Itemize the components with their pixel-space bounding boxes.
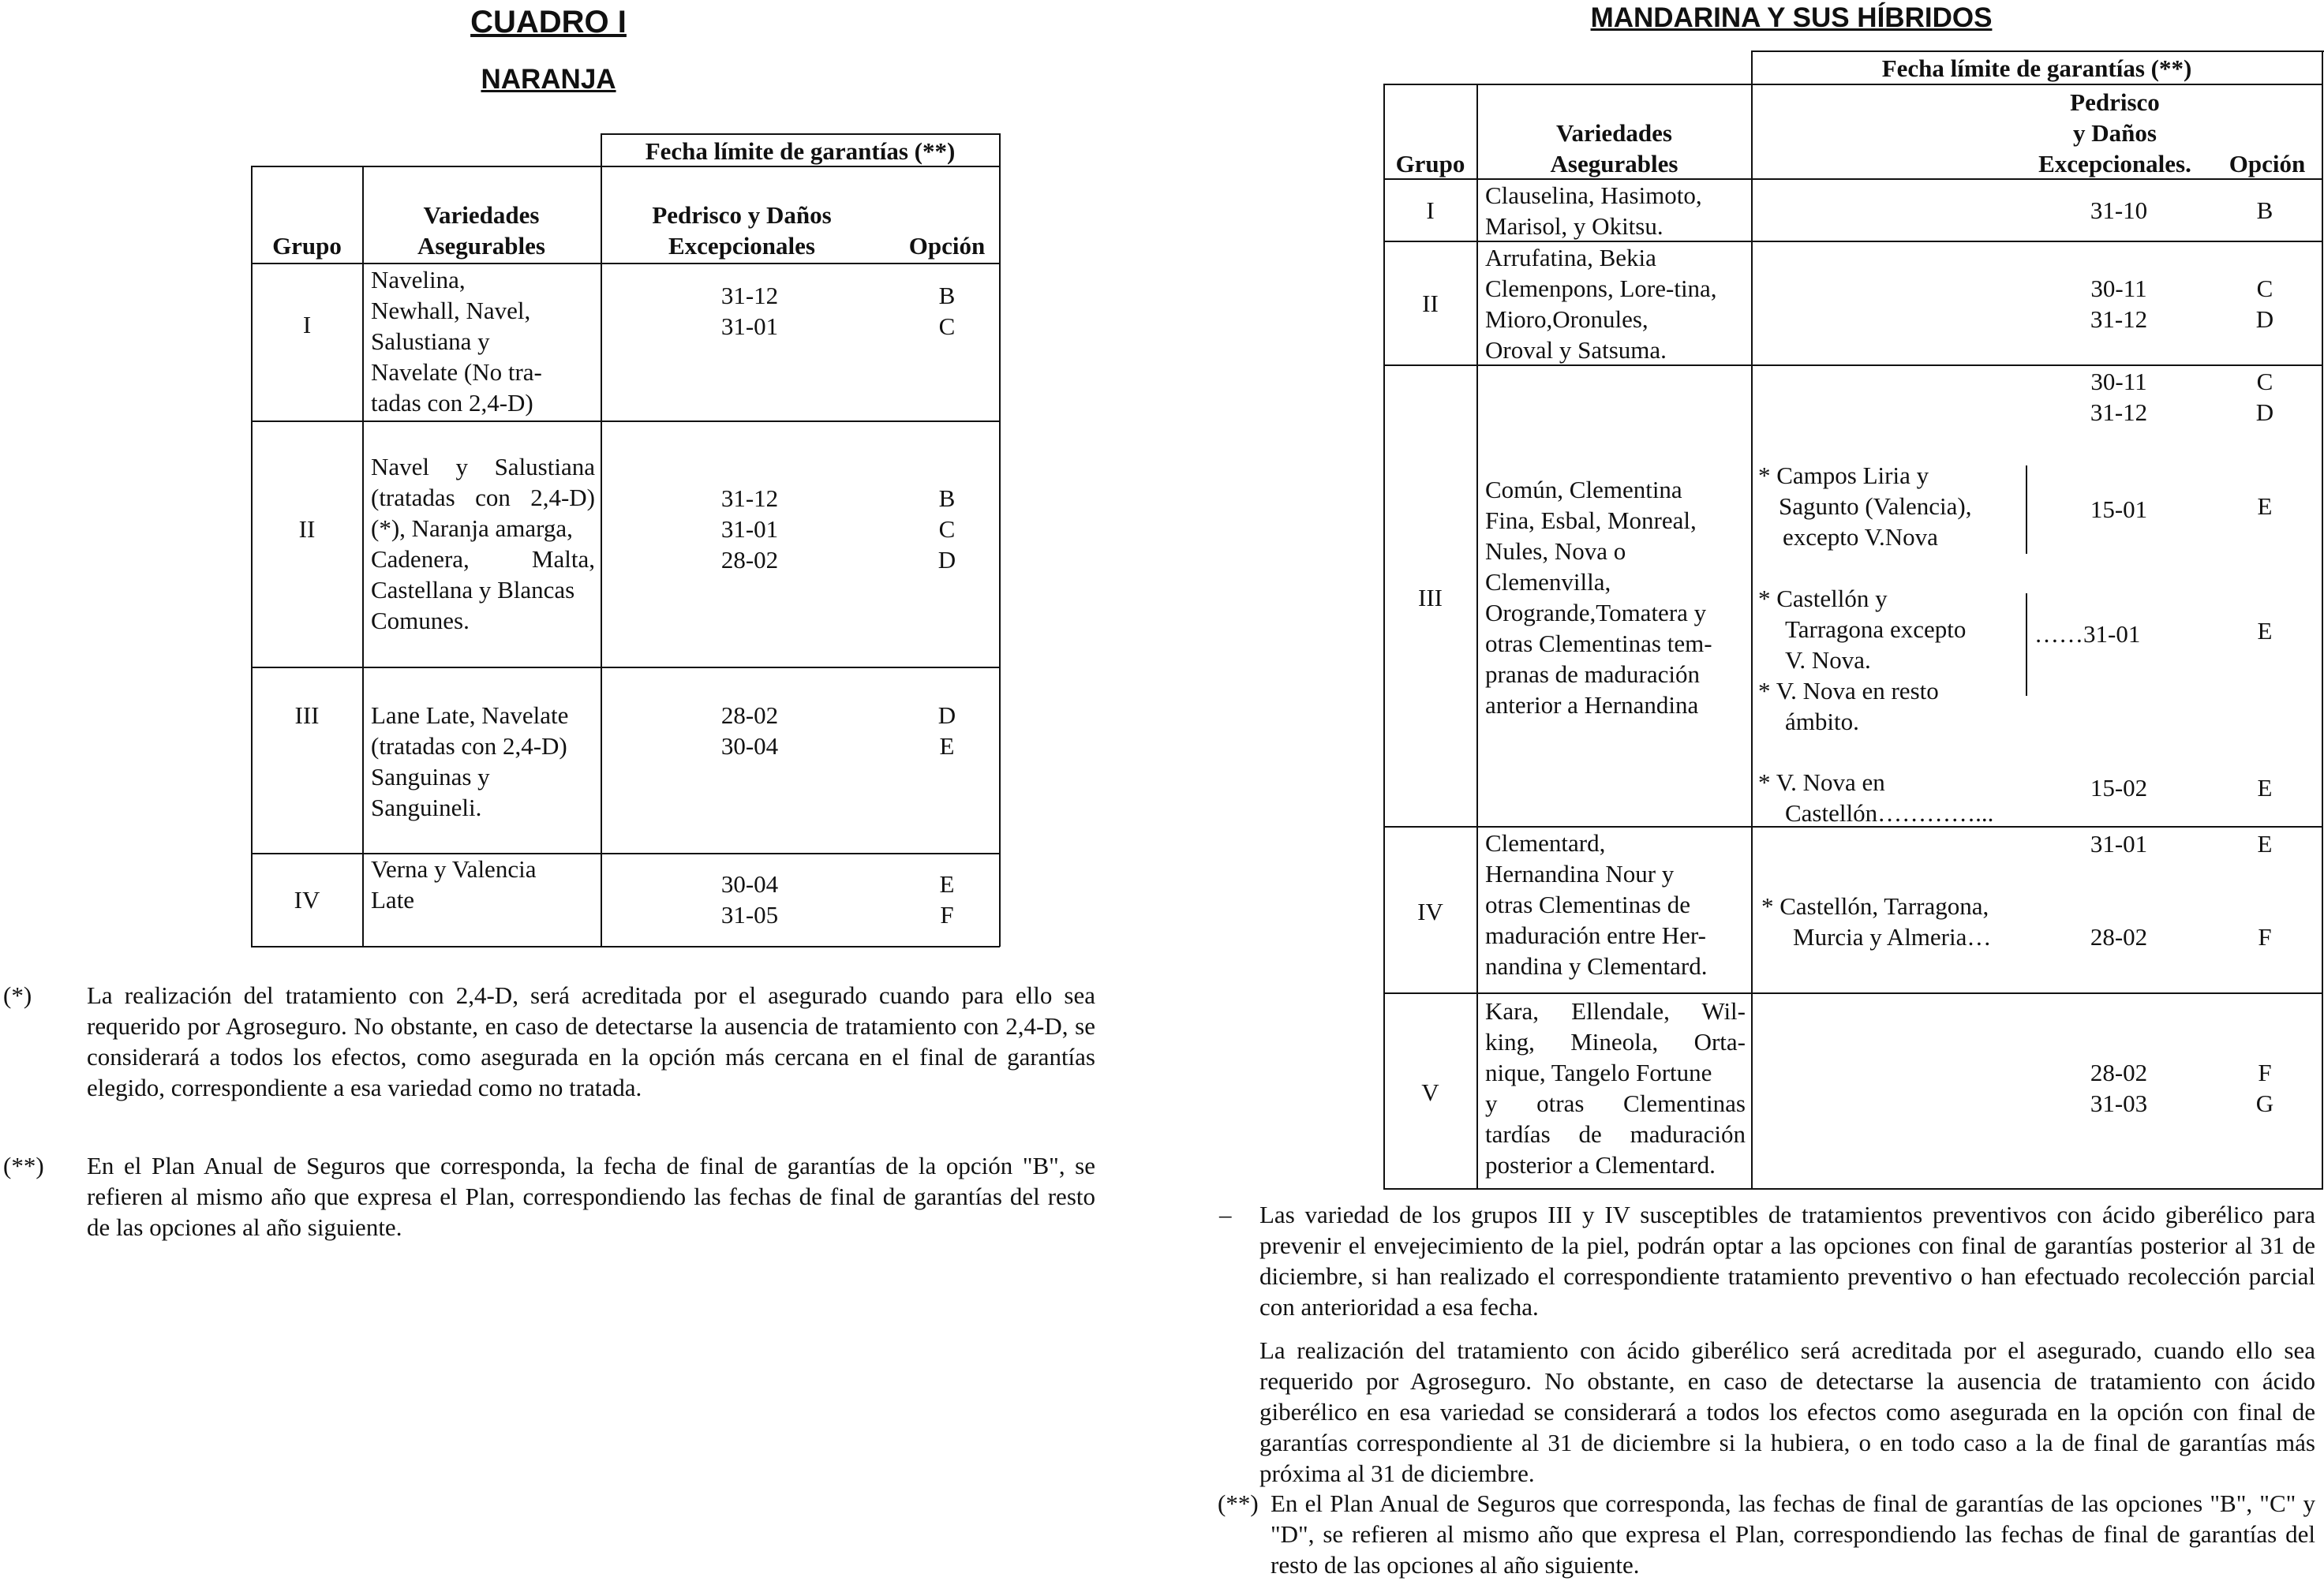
ambito-line: Sagunto (Valencia), — [1779, 492, 1972, 520]
fecha-cell: 28-02 — [2090, 923, 2148, 951]
variedad-line: Arrufatina, Bekia — [1485, 244, 1656, 271]
variedad-line: posterior a Clementard. — [1485, 1151, 1716, 1179]
ambito-line: excepto V.Nova — [1783, 523, 1938, 551]
variedad-line: Navelate (No tra- — [371, 358, 542, 386]
variedad-line: Marisol, y Okitsu. — [1485, 212, 1663, 240]
variedad-line: y otras Clementinas — [1485, 1090, 1746, 1117]
fecha-cell: 31-10 — [2090, 196, 2148, 224]
ambito-line: Castellón…………... — [1785, 799, 1994, 827]
fecha-cell: 30-04 — [720, 870, 779, 898]
grupo-cell: I — [302, 311, 312, 338]
variedad-line: Oroval y Satsuma. — [1485, 336, 1667, 364]
grupo-cell: III — [1418, 584, 1443, 611]
variedad-line: Clemenvilla, — [1485, 568, 1611, 596]
variedad-line: Salustiana y — [371, 327, 490, 355]
fecha-cell: 30-11 — [2090, 275, 2147, 302]
variedades-header: Asegurables — [1550, 150, 1678, 178]
variedad-line: Sanguineli. — [371, 794, 482, 821]
fecha-cell: 31-12 — [2090, 398, 2148, 426]
opcion-cell: F — [2258, 923, 2272, 951]
variedad-line: Verna y Valencia — [371, 855, 537, 883]
opcion-cell: C — [2256, 275, 2273, 302]
grupo-cell: IV — [294, 886, 320, 914]
pedrisco-header: y Daños — [2073, 119, 2157, 147]
fecha-cell: 31-12 — [720, 484, 779, 512]
cuadro-title: CUADRO I — [470, 5, 627, 39]
variedad-line: anterior a Hernandina — [1485, 691, 1699, 719]
fecha-cell: 15-01 — [2090, 495, 2148, 523]
opcion-cell: E — [2257, 830, 2273, 858]
variedad-line: tardías de maduración — [1485, 1120, 1746, 1148]
opcion-cell: C — [2256, 368, 2273, 395]
fecha-cell: 31-05 — [720, 901, 779, 929]
opcion-cell: B — [2256, 196, 2273, 224]
opcion-cell: G — [2255, 1090, 2274, 1117]
variedad-line: (*), Naranja amarga, — [371, 514, 573, 542]
naranja-title: NARANJA — [481, 64, 616, 95]
variedades-header: Asegurables — [417, 232, 545, 260]
variedad-line: Orogrande,Tomatera y — [1485, 599, 1707, 626]
variedad-line: Hernandina Nour y — [1485, 860, 1675, 888]
variedad-line: Late — [371, 886, 415, 914]
ambito-line: * V. Nova en — [1758, 768, 1885, 796]
pedrisco-header: Pedrisco — [2070, 88, 2160, 116]
ambito-line: * V. Nova en resto — [1758, 677, 1939, 705]
variedad-line: maduración entre Her- — [1485, 921, 1706, 949]
pedrisco-header: Excepcionales — [668, 232, 815, 260]
mandarina-title: MANDARINA Y SUS HÍBRIDOS — [1590, 2, 1993, 33]
variedad-line: Sanguinas y — [371, 763, 490, 790]
fecha-cell: 28-02 — [720, 701, 779, 729]
ambito-line: * Castellón, Tarragona, — [1761, 892, 1989, 920]
variedades-header: Variedades — [1556, 119, 1672, 147]
variedad-line: Navel y Salustiana — [371, 453, 595, 480]
fecha-limite-header: Fecha límite de garantías (**) — [645, 137, 956, 165]
variedad-line: Fina, Esbal, Monreal, — [1485, 506, 1697, 534]
opcion-cell: C — [938, 515, 956, 543]
variedad-line: otras Clementinas tem- — [1485, 630, 1712, 657]
footnote-text: Las variedad de los grupos III y IV susceptibles de tratamientos preventivos con ácido giberélico para prevenir el envejecimiento de la piel, podrán optar a las opciones con final de garantías posterior al 31 de diciembre, si han realizado el correspondiente tratamiento preventivo o han efectuado recolección parcial con anterioridad a esa fecha. — [1259, 1201, 2315, 1321]
variedad-line: Común, Clementina — [1485, 476, 1682, 503]
ambito-line: ámbito. — [1785, 708, 1859, 735]
opcion-cell: D — [2255, 305, 2274, 333]
opcion-cell: C — [938, 312, 956, 340]
variedad-line: Kara, Ellendale, Wil- — [1485, 997, 1746, 1025]
opcion-cell: D — [937, 701, 956, 729]
opcion-cell: B — [938, 282, 956, 309]
grupo-cell: II — [298, 515, 316, 543]
opcion-cell: D — [2255, 398, 2274, 426]
variedad-line: otras Clementinas de — [1485, 891, 1690, 918]
fecha-cell: 31-12 — [720, 282, 779, 309]
opcion-cell: E — [2257, 492, 2273, 520]
variedad-line: Lane Late, Navelate — [371, 701, 569, 729]
variedad-line: Newhall, Navel, — [371, 297, 531, 324]
variedad-line: Navelina, — [371, 266, 466, 293]
footnote-mark: (**) — [1218, 1489, 1259, 1517]
fecha-cell: 15-02 — [2090, 774, 2148, 802]
variedad-line: Clemenpons, Lore-tina, — [1485, 275, 1717, 302]
ambito-line: Murcia y Almeria… — [1793, 923, 1992, 951]
opcion-cell: E — [2257, 617, 2273, 645]
ambito-line: * Campos Liria y — [1758, 462, 1929, 489]
variedad-line: Clauselina, Hasimoto, — [1485, 181, 1702, 209]
fecha-cell: ……31-01 — [2034, 620, 2141, 648]
opcion-cell: F — [940, 901, 954, 929]
variedades-header: Variedades — [423, 201, 540, 229]
ambito-line: * Castellón y — [1758, 585, 1888, 612]
fecha-cell: 31-01 — [720, 515, 779, 543]
opcion-cell: B — [938, 484, 956, 512]
fecha-limite-header: Fecha límite de garantías (**) — [1881, 54, 2192, 82]
variedad-line: tadas con 2,4-D) — [371, 389, 533, 417]
ambito-line: Tarragona excepto — [1785, 615, 1967, 643]
variedad-line: Comunes. — [371, 607, 470, 634]
grupo-cell: I — [1426, 196, 1435, 224]
pedrisco-header: Excepcionales. — [2038, 150, 2191, 178]
opcion-cell: E — [939, 732, 955, 760]
footnote-mark: – — [1219, 1201, 1232, 1228]
fecha-cell: 31-03 — [2090, 1090, 2148, 1117]
variedad-line: Castellana y Blancas — [371, 576, 575, 604]
footnote-text: En el Plan Anual de Seguros que corresponda, la fecha de final de garantías de la opción "B", se refieren al mismo año que expresa el Plan, correspondiendo las fechas de final de garantías del resto de las opciones al año siguiente. — [87, 1152, 1095, 1241]
variedad-line: Mioro,Oronules, — [1485, 305, 1649, 333]
opcion-cell: D — [937, 546, 956, 574]
ambito-line: V. Nova. — [1785, 646, 1871, 674]
variedad-line: king, Mineola, Orta- — [1485, 1028, 1746, 1056]
opcion-cell: F — [2258, 1059, 2272, 1086]
opcion-header: Opción — [2229, 150, 2306, 178]
variedad-line: (tratadas con 2,4-D) — [371, 732, 567, 760]
grupo-cell: IV — [1417, 898, 1443, 925]
opcion-cell: E — [2257, 774, 2273, 802]
opcion-cell: E — [939, 870, 955, 898]
variedad-line: Clementard, — [1485, 829, 1606, 857]
fecha-cell: 28-02 — [720, 546, 779, 574]
footnote-text: En el Plan Anual de Seguros que corresponda, las fechas de final de garantías de las opciones "B", "C" y "D", se refieren al mismo año que expresa el Plan, correspondiendo las fechas de final de garantías del resto de las opciones al año siguiente. — [1271, 1489, 2315, 1579]
grupo-header: Grupo — [272, 232, 342, 260]
variedad-line: nique, Tangelo Fortune — [1485, 1059, 1712, 1086]
pedrisco-header: Pedrisco y Daños — [652, 201, 832, 229]
variedad-line: pranas de maduración — [1485, 660, 1700, 688]
variedad-line: Cadenera, Malta, — [371, 545, 595, 573]
fecha-cell: 31-12 — [2090, 305, 2148, 333]
variedad-line: Nules, Nova o — [1485, 537, 1626, 565]
footnote-mark: (**) — [3, 1152, 44, 1179]
footnote-mark: (*) — [3, 981, 32, 1009]
variedad-line: nandina y Clementard. — [1485, 952, 1708, 980]
grupo-cell: V — [1421, 1078, 1439, 1106]
fecha-cell: 30-11 — [2090, 368, 2147, 395]
grupo-header: Grupo — [1395, 150, 1465, 178]
variedad-line: (tratadas con 2,4-D) — [371, 484, 595, 511]
fecha-cell: 31-01 — [720, 312, 779, 340]
opcion-header: Opción — [908, 232, 986, 260]
fecha-cell: 28-02 — [2090, 1059, 2148, 1086]
grupo-cell: II — [1422, 290, 1439, 317]
grupo-cell: III — [294, 701, 320, 729]
footnote-text: La realización del tratamiento con ácido giberélico será acreditada por el asegurado, cuando ello sea requerido por Agroseguro. No obstante, en caso de detectarse la ausencia de tratamiento con ácido giberélico en esa variedad se considerará a todos los efectos como asegurada en la opción con final de garantías correspondiente al 31 de diciembre si la hubiera, o en todo caso a la de final de garantías más próxima al 31 de diciembre. — [1259, 1336, 2315, 1487]
fecha-cell: 31-01 — [2090, 830, 2148, 858]
fecha-cell: 30-04 — [720, 732, 779, 760]
footnote-text: La realización del tratamiento con 2,4-D, será acreditada por el asegurado cuando para ello sea requerido por Agroseguro. No obstante, en caso de detectarse la ausencia de tratamiento con 2,4-D, se considerará a todos los efectos, como asegurada en la opción más cercana en el final de garantías elegido, correspondiente a esa variedad como no tratada. — [87, 981, 1095, 1101]
